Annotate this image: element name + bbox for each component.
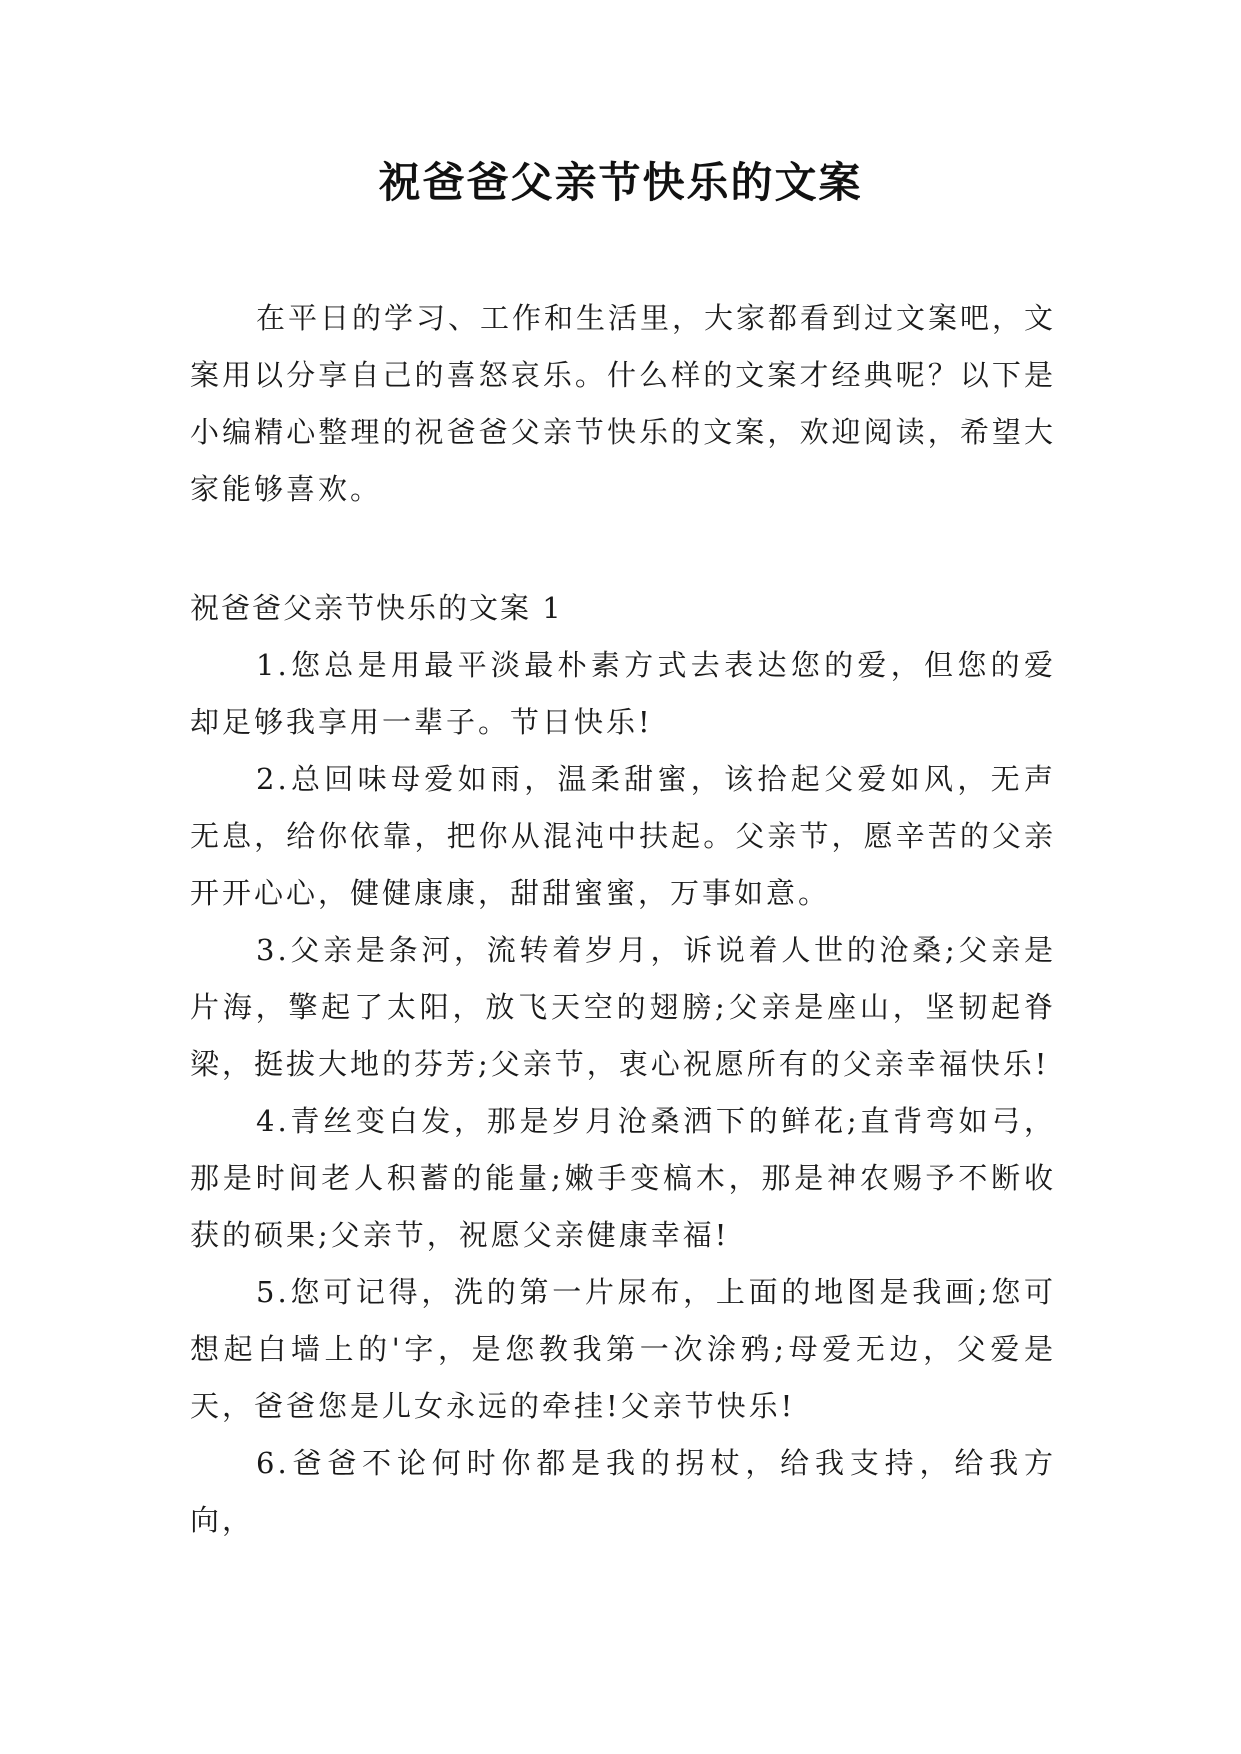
list-item: 1.您总是用最平淡最朴素方式去表达您的爱，但您的爱却足够我享用一辈子。节日快乐!	[190, 648, 1056, 739]
list-item: 3.父亲是条河，流转着岁月，诉说着人世的沧桑;父亲是片海，擎起了太阳，放飞天空的翅膀;父亲是座山，坚韧起脊梁，挺拔大地的芬芳;父亲节，衷心祝愿所有的父亲幸福快乐!	[190, 933, 1056, 1081]
document-body	[190, 290, 1056, 1549]
list-item: 4.青丝变白发，那是岁月沧桑洒下的鲜花;直背弯如弓，那是时间老人积蓄的能量;嫩手变槁木，那是神农赐予不断收获的硕果;父亲节，祝愿父亲健康幸福!	[190, 1104, 1056, 1252]
intro-paragraph: 在平日的学习、工作和生活里，大家都看到过文案吧，文案用以分享自己的喜怒哀乐。什么样的文案才经典呢？以下是小编精心整理的祝爸爸父亲节快乐的文案，欢迎阅读，希望大家能够喜欢。	[190, 301, 1057, 506]
section-heading: 祝爸爸父亲节快乐的文案 1	[190, 591, 563, 625]
list-item: 6.爸爸不论何时你都是我的拐杖，给我支持，给我方向，	[190, 1446, 1056, 1537]
list-item: 2.总回味母爱如雨，温柔甜蜜，该拾起父爱如风，无声无息，给你依靠，把你从混沌中扶起。父亲节，愿辛苦的父亲开开心心，健健康康，甜甜蜜蜜，万事如意。	[190, 762, 1056, 910]
list-item: 5.您可记得，洗的第一片尿布，上面的地图是我画;您可想起白墙上的'字，是您教我第一次涂鸦;母爱无边，父爱是天，爸爸您是儿女永远的牵挂!父亲节快乐!	[190, 1275, 1056, 1423]
document-title: 祝爸爸父亲节快乐的文案	[378, 158, 863, 207]
